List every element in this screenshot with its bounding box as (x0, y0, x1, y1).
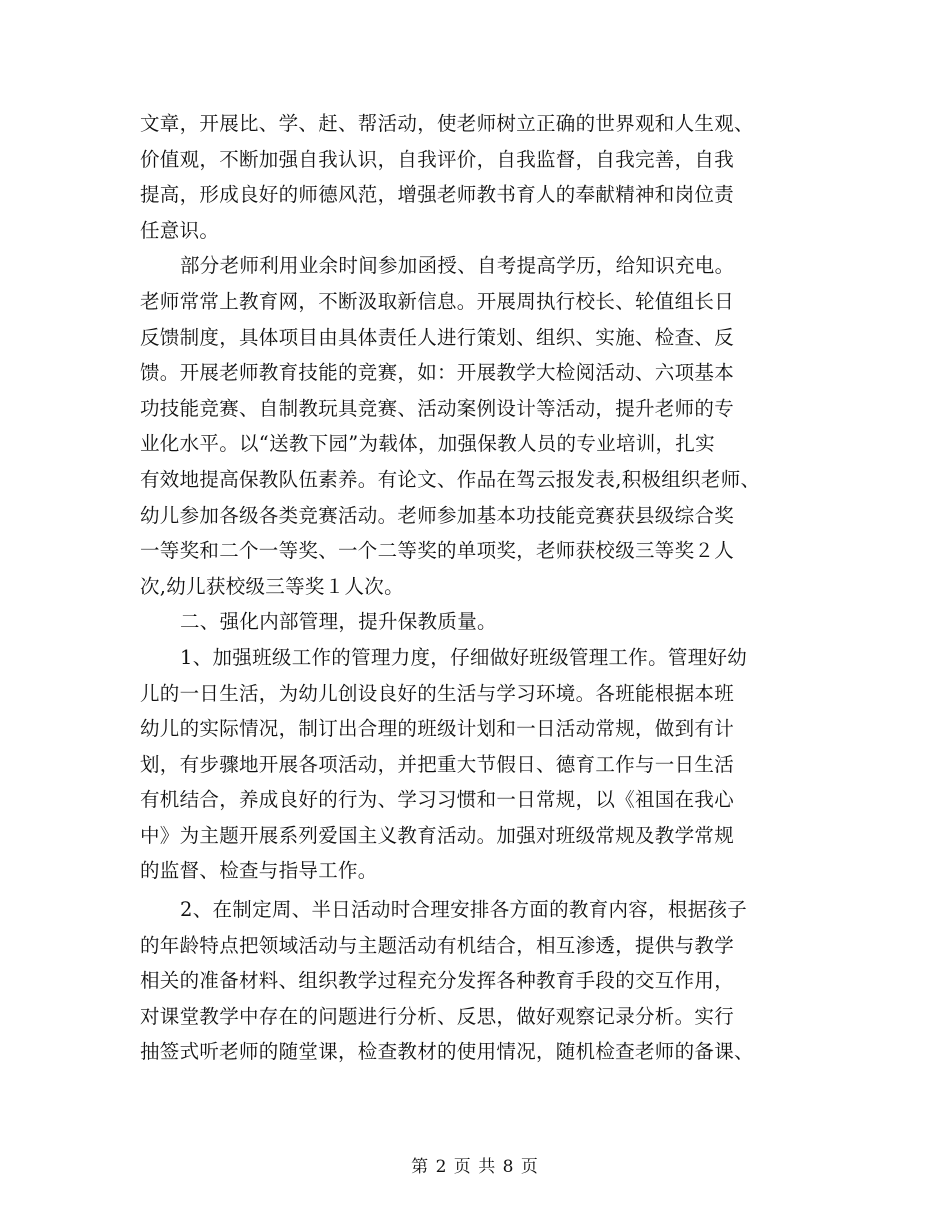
text-line: 二、强化内部管理，提升保教质量。 (180, 610, 497, 634)
text-line: 的监督、检查与指导工作。 (140, 859, 378, 883)
text-line: 1、加强班级工作的管理力度，仔细做好班级管理工作。管理好幼 (180, 645, 748, 669)
text-line: 馈。开展老师教育技能的竞赛，如：开展教学大检阅活动、六项基本 (140, 361, 735, 385)
paragraph (140, 248, 810, 604)
text-line: 划，有步骤地开展各项活动，并把重大节假日、德育工作与一日生活 (140, 752, 735, 776)
text-line: 部分老师利用业余时间参加函授、自考提高学历，给知识充电。 (180, 254, 735, 278)
paragraph (140, 604, 810, 640)
text-line: 抽签式听老师的随堂课，检查教材的使用情况，随机检查老师的备课、 (140, 1040, 754, 1064)
text-line: 2、在制定周、半日活动时合理安排各方面的教育内容，根据孩子 (180, 898, 748, 922)
text-line: 相关的准备材料、组织教学过程充分发挥各种教育手段的交互作用， (140, 969, 735, 993)
text-line: 文章，开展比、学、赶、帮活动，使老师树立正确的世界观和人生观、 (140, 112, 754, 135)
page-footer: 第 2 页 共 8 页 (411, 1157, 539, 1177)
text-line: 有机结合，养成良好的行为、学习习惯和一日常规，以《祖国在我心 (140, 788, 735, 812)
text-line: 任意识。 (140, 218, 220, 242)
text-line: 次,幼儿获校级三等奖１人次。 (140, 574, 404, 598)
text-line: 提高，形成良好的师德风范，增强老师教书育人的奉献精神和岗位责 (140, 183, 735, 207)
text-line: 有效地提高保教队伍素养。有论文、作品在驾云报发表,积极组织老师、 (140, 467, 761, 491)
document-body (140, 106, 810, 1070)
text-line: 老师常常上教育网，不断汲取新信息。开展周执行校长、轮值组长日 (140, 289, 735, 313)
text-line: 对课堂教学中存在的问题进行分析、反思，做好观察记录分析。实行 (140, 1004, 735, 1028)
text-line: 中》为主题开展系列爱国主义教育活动。加强对班级常规及教学常规 (140, 823, 735, 847)
text-line: 价值观，不断加强自我认识，自我评价，自我监督，自我完善，自我 (140, 147, 735, 171)
text-line: 一等奖和二个一等奖、一个二等奖的单项奖，老师获校级三等奖２人 (140, 539, 735, 563)
paragraph (140, 892, 810, 1070)
text-line: 功技能竞赛、自制教玩具竞赛、活动案例设计等活动，提升老师的专 (140, 396, 735, 420)
text-line: 业化水平。以“送教下园”为载体，加强保教人员的专业培训，扎实 (140, 432, 715, 456)
paragraph (140, 640, 810, 892)
text-line: 的年龄特点把领域活动与主题活动有机结合，相互渗透，提供与教学 (140, 933, 735, 957)
text-line: 反馈制度，具体项目由具体责任人进行策划、组织、实施、检查、反 (140, 325, 735, 349)
text-line: 幼儿参加各级各类竞赛活动。老师参加基本功技能竞赛获县级综合奖 (140, 503, 735, 527)
text-line: 幼儿的实际情况，制订出合理的班级计划和一日活动常规，做到有计 (140, 717, 735, 741)
paragraph (140, 106, 810, 248)
text-line: 儿的一日生活，为幼儿创设良好的生活与学习环境。各班能根据本班 (140, 681, 735, 705)
